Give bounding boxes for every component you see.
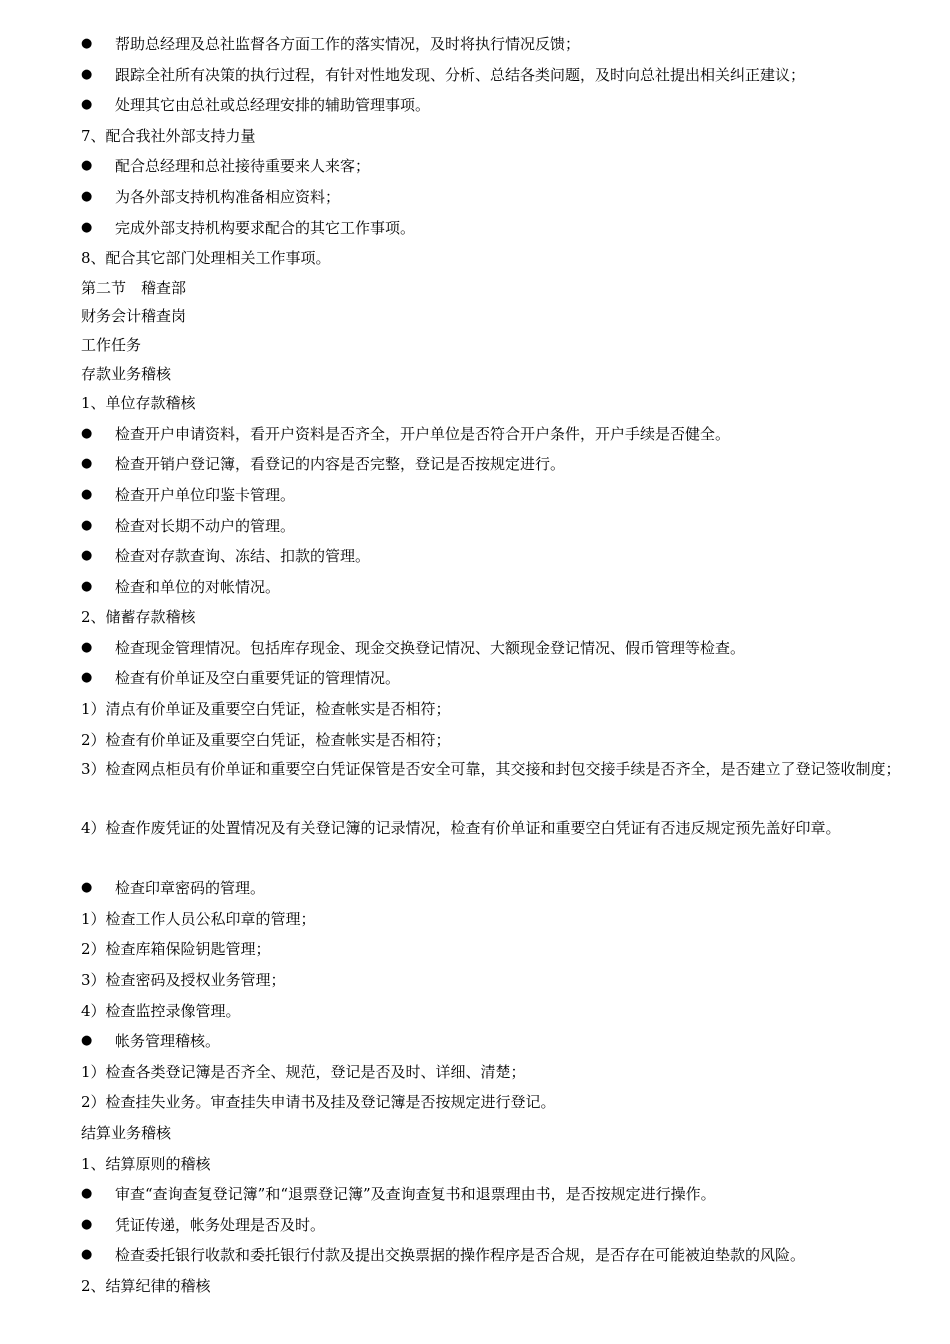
bullet-text: 配合总经理和总社接待重要来人来客；	[115, 157, 371, 176]
bullet-text: 凭证传递，帐务处理是否及时。	[115, 1215, 326, 1234]
bullet-list-item	[81, 572, 901, 603]
bullet-icon: ●	[81, 578, 93, 594]
bullet-icon: ●	[81, 1216, 93, 1232]
line-text: 2）检查挂失业务。审查挂失申请书及挂及登记簿是否按规定进行登记。	[81, 1093, 556, 1112]
bullet-text: 检查现金管理情况。包括库存现金、现金交换登记情况、大额现金登记情况、假币管理等检查。	[115, 638, 746, 657]
bullet-list-item	[81, 29, 901, 60]
bullet-list-item	[81, 151, 901, 182]
bullet-text: 检查开户申请资料，看开户资料是否齐全，开户单位是否符合开户条件，开户手续是否健全。	[115, 424, 731, 443]
line-text: 8、配合其它部门处理相关工作事项。	[81, 249, 331, 268]
bullet-icon: ●	[81, 1186, 93, 1202]
bullet-list-item	[81, 182, 901, 213]
bullet-text: 完成外部支持机构要求配合的其它工作事项。	[115, 218, 416, 237]
bullet-text: 检查开销户登记簿，看登记的内容是否完整，登记是否按规定进行。	[115, 455, 566, 474]
text-line	[81, 965, 901, 996]
paragraph: 4）检查作废凭证的处置情况及有关登记簿的记录情况，检查有价单证和重要空白凭证有否违反规定预先盖好印章。	[81, 819, 841, 838]
line-text: 结算业务稽核	[81, 1124, 172, 1142]
bullet-text: 检查对长期不动户的管理。	[115, 516, 296, 535]
line-text: 财务会计稽查岗	[81, 307, 187, 326]
bullet-text: 检查开户单位印鉴卡管理。	[115, 485, 296, 504]
line-text: 4）检查监控录像管理。	[81, 1001, 241, 1020]
bullet-icon: ●	[81, 456, 93, 472]
bullet-list-item	[81, 1179, 901, 1210]
bullet-icon: ●	[81, 219, 93, 235]
bullet-text: 检查印章密码的管理。	[115, 879, 266, 898]
text-line	[81, 1118, 901, 1149]
bullet-icon: ●	[81, 36, 93, 51]
text-line	[81, 1057, 901, 1088]
bullet-text: 帐务管理稽核。	[115, 1032, 221, 1051]
bullet-icon: ●	[81, 97, 93, 113]
text-line	[81, 904, 901, 935]
bullet-list-item	[81, 873, 901, 904]
text-line	[81, 360, 901, 389]
document-body	[81, 29, 901, 1302]
line-text: 3）检查密码及授权业务管理；	[81, 971, 286, 990]
line-text: 1）检查各类登记簿是否齐全、规范，登记是否及时、详细、清楚；	[81, 1062, 526, 1081]
line-text: 存款业务稽核	[81, 364, 172, 383]
text-line	[81, 996, 901, 1027]
line-text: 1、单位存款稽核	[81, 394, 196, 413]
bullet-list-item	[81, 1210, 901, 1241]
bullet-list-item	[81, 60, 901, 91]
text-line	[81, 302, 901, 331]
line-text: 第二节 稽查部	[81, 278, 187, 297]
paragraph: 3）检查网点柜员有价单证和重要空白凭证保管是否安全可靠，其交接和封包交接手续是否齐全，是否建立了登记签收制度；	[81, 760, 901, 779]
bullet-text: 跟踪全社所有决策的执行过程，有针对性地发现、分析、总结各类问题，及时向总社提出相关纠正建议；	[115, 65, 806, 84]
bullet-icon: ●	[81, 1033, 93, 1049]
text-line	[81, 274, 901, 303]
bullet-text: 帮助总经理及总社监督各方面工作的落实情况，及时将执行情况反馈；	[115, 35, 581, 53]
bullet-icon: ●	[81, 517, 93, 533]
bullet-icon: ●	[81, 1247, 93, 1263]
bullet-list-item	[81, 1026, 901, 1057]
line-text: 1）清点有价单证及重要空白凭证，检查帐实是否相符；	[81, 700, 451, 719]
bullet-list-item	[81, 511, 901, 542]
bullet-icon: ●	[81, 425, 93, 441]
bullet-list-item	[81, 663, 901, 694]
bullet-text: 检查对存款查询、冻结、扣款的管理。	[115, 547, 371, 566]
bullet-icon: ●	[81, 188, 93, 204]
bullet-icon: ●	[81, 548, 93, 564]
bullet-text: 审查“查询查复登记簿”和“退票登记簿”及查询查复书和退票理由书，是否按规定进行操作。	[115, 1185, 716, 1204]
bullet-icon: ●	[81, 670, 93, 686]
text-line	[81, 121, 901, 152]
bullet-icon: ●	[81, 486, 93, 502]
bullet-list-item	[81, 541, 901, 572]
line-text: 2、储蓄存款稽核	[81, 608, 196, 627]
text-line	[81, 388, 901, 419]
bullet-list-item	[81, 449, 901, 480]
bullet-list-item	[81, 633, 901, 664]
bullet-text: 检查委托银行收款和委托银行付款及提出交换票据的操作程序是否合规，是否存在可能被迫垫款的风险。	[115, 1246, 806, 1265]
line-text: 7、配合我社外部支持力量	[81, 126, 256, 145]
line-text: 2、结算纪律的稽核	[81, 1276, 211, 1295]
bullet-list-item	[81, 213, 901, 244]
text-line	[81, 1271, 901, 1302]
bullet-text: 为各外部支持机构准备相应资料；	[115, 187, 341, 206]
text-line	[81, 1149, 901, 1180]
text-line	[81, 694, 901, 725]
bullet-icon: ●	[81, 880, 93, 896]
line-text: 1）检查工作人员公私印章的管理；	[81, 909, 316, 928]
bullet-icon: ●	[81, 66, 93, 82]
text-line	[81, 1087, 901, 1118]
text-line	[81, 331, 901, 360]
bullet-list-item	[81, 480, 901, 511]
line-text: 2）检查库箱保险钥匙管理；	[81, 940, 271, 959]
bullet-list-item	[81, 90, 901, 121]
bullet-text: 检查和单位的对帐情况。	[115, 577, 281, 596]
line-text: 工作任务	[81, 335, 142, 354]
bullet-list-item	[81, 1240, 901, 1271]
line-text: 1、结算原则的稽核	[81, 1154, 211, 1173]
line-text: 2）检查有价单证及重要空白凭证，检查帐实是否相符；	[81, 730, 451, 749]
bullet-text: 检查有价单证及空白重要凭证的管理情况。	[115, 669, 401, 688]
bullet-text: 处理其它由总社或总经理安排的辅助管理事项。	[115, 96, 431, 115]
text-line	[81, 243, 901, 274]
text-line	[81, 725, 901, 756]
text-line	[81, 602, 901, 633]
bullet-icon: ●	[81, 158, 93, 174]
bullet-list-item	[81, 419, 901, 450]
text-line	[81, 934, 901, 965]
bullet-icon: ●	[81, 639, 93, 655]
